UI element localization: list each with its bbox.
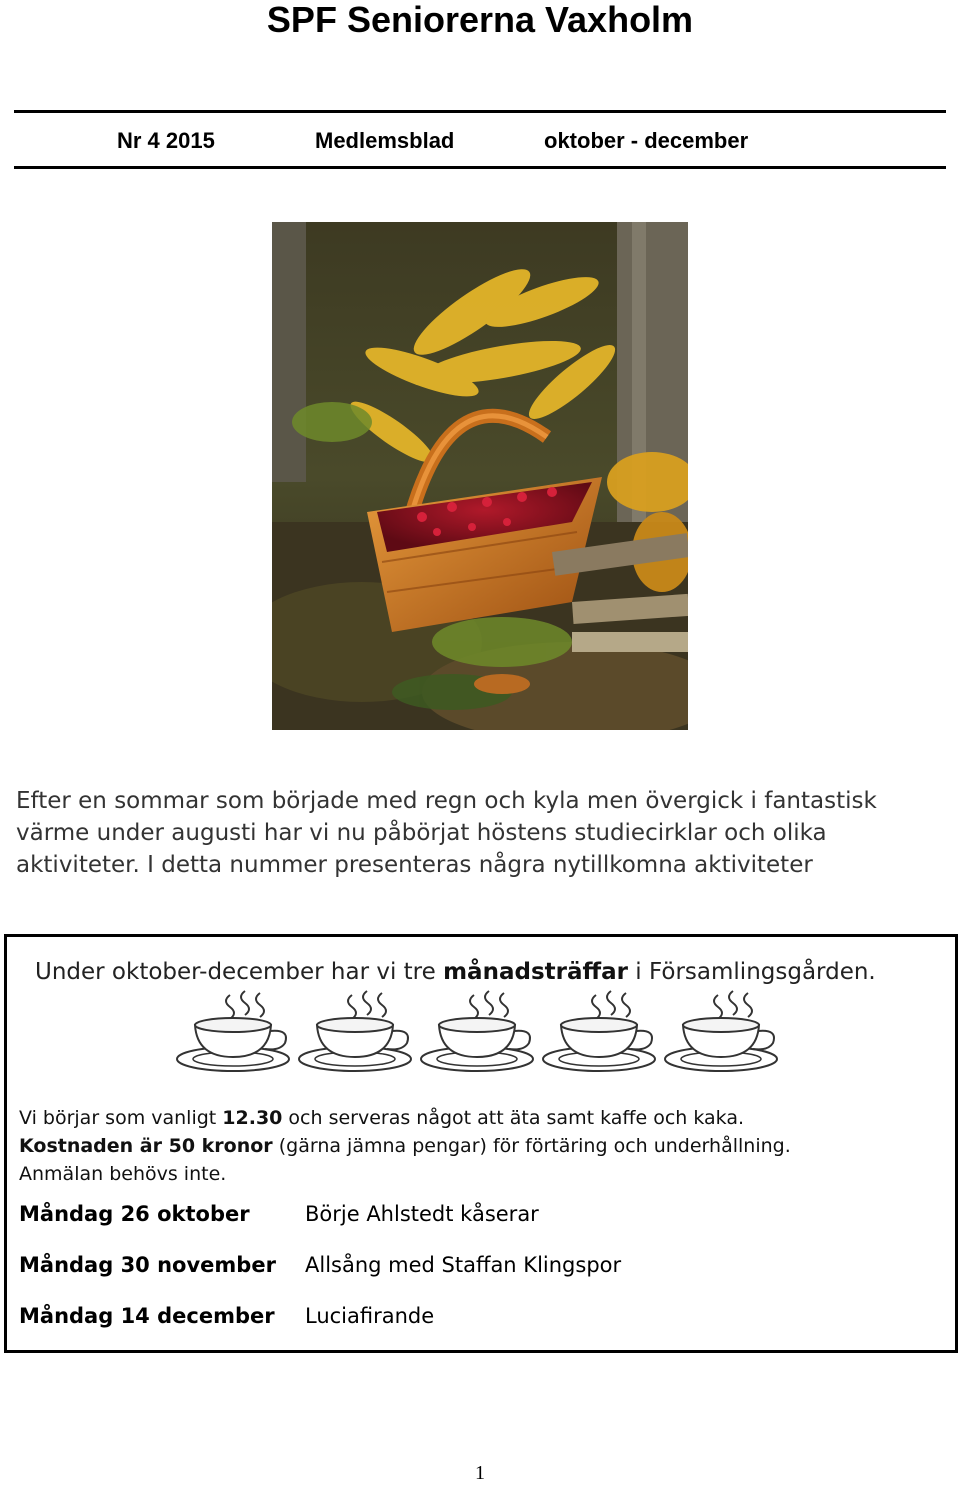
meetings-info bbox=[19, 1104, 939, 1188]
info-line-cost: Kostnaden är 50 kronor (gärna jämna pengar) för förtäring och underhållning. bbox=[19, 1135, 791, 1157]
cover-photo bbox=[272, 222, 688, 730]
meetings-lead-bold: månadsträffar bbox=[443, 959, 628, 985]
publication-type: Medlemsblad bbox=[315, 128, 455, 153]
header-rule-top bbox=[14, 110, 946, 113]
issue-row bbox=[0, 124, 960, 156]
schedule-date: Måndag 14 december bbox=[19, 1304, 275, 1328]
schedule-activity: Börje Ahlstedt kåserar bbox=[305, 1202, 539, 1226]
issue-period: oktober - december bbox=[544, 128, 749, 153]
info-line-time: Vi börjar som vanligt 12.30 och serveras något att äta samt kaffe och kaka. bbox=[19, 1107, 745, 1129]
coffee-cup-icon bbox=[419, 987, 539, 1077]
schedule-activity: Allsång med Staffan Klingspor bbox=[305, 1253, 622, 1277]
coffee-cup-icon bbox=[541, 987, 661, 1077]
meetings-lead: Under oktober-december har vi tre månadsträffar i Församlingsgården. bbox=[35, 959, 876, 985]
issue-number: Nr 4 2015 bbox=[117, 128, 215, 153]
coffee-cup-icon bbox=[175, 987, 295, 1077]
coffee-cup-icon bbox=[297, 987, 417, 1077]
info-line-registration: Anmälan behövs inte. bbox=[19, 1163, 227, 1185]
page-number: 1 bbox=[475, 1462, 485, 1484]
berry-basket-photo bbox=[272, 222, 688, 730]
schedule-activity: Luciafirande bbox=[305, 1304, 435, 1328]
schedule-date: Måndag 30 november bbox=[19, 1253, 276, 1277]
header-rule-bottom bbox=[14, 166, 946, 169]
meetings-box bbox=[4, 934, 958, 1353]
newsletter-title: SPF Seniorerna Vaxholm bbox=[266, 0, 694, 40]
coffee-cup-icon bbox=[663, 987, 783, 1077]
schedule-date: Måndag 26 oktober bbox=[19, 1202, 250, 1226]
intro-paragraph: Efter en sommar som började med regn och kyla men övergick i fantastisk värme under augusti har vi nu påbörjat höstens studiecirklar och olika aktiviteter. I detta nummer presenteras några nytillkomna aktiviteter bbox=[16, 788, 877, 878]
